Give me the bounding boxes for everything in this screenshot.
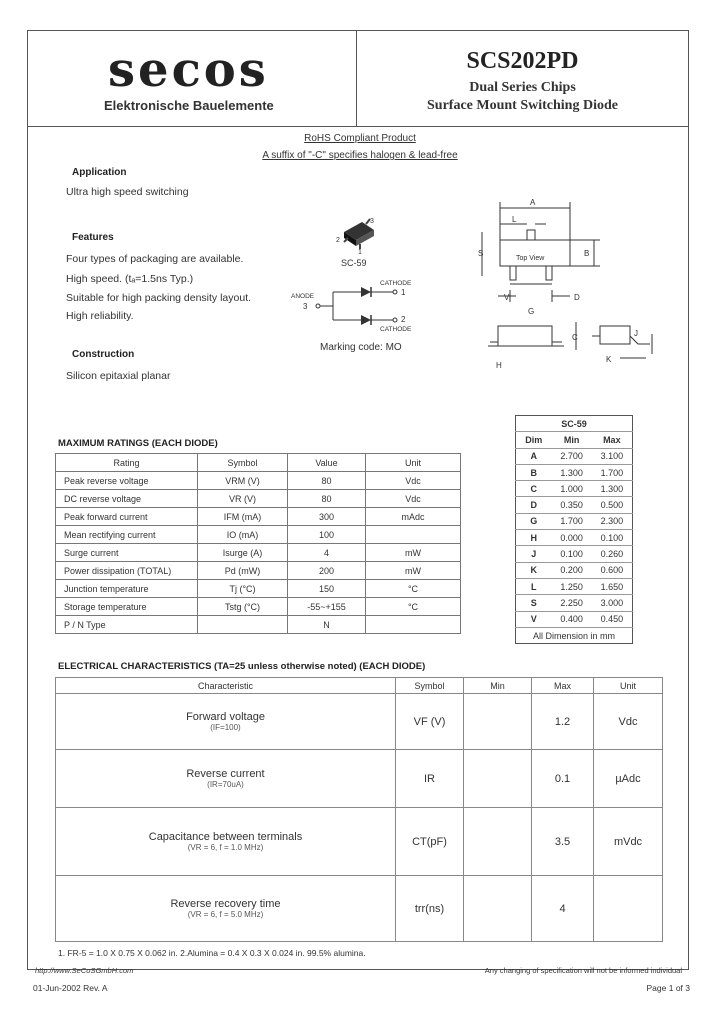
anode-label: ANODE	[291, 293, 315, 300]
circuit-schematic	[285, 278, 425, 338]
pin1-label: 1	[358, 249, 362, 256]
specification-notice: Any changing of specification will not be informed individual	[484, 966, 682, 975]
date-revision: 01-Jun-2002 Rev. A	[33, 983, 108, 993]
feature-item: High reliability.	[66, 310, 134, 322]
max-ratings-title: MAXIMUM RATINGS (EACH DIODE)	[58, 438, 218, 449]
top-view-label: Top View	[516, 255, 545, 262]
dimension-drawing	[470, 194, 670, 374]
cathode1-label: CATHODE	[380, 280, 412, 287]
characteristic-name: Reverse recovery time	[170, 898, 281, 910]
characteristic-condition: (IF=100)	[210, 723, 241, 732]
table-row: Peak reverse voltage VRM (V) 80 Vdc	[56, 472, 461, 490]
application-text: Ultra high speed switching	[66, 186, 189, 198]
table-row: Forward voltage (IF=100) VF (V) 1.2 Vdc	[56, 694, 663, 750]
company-url[interactable]: http://www.SeCoSGmbH.com	[35, 966, 134, 975]
rohs-note: RoHS Compliant Product	[304, 133, 416, 144]
footnote: 1. FR-5 = 1.0 X 0.75 X 0.062 in. 2.Alumina = 0.4 X 0.3 X 0.024 in. 99.5% alumina.	[58, 948, 366, 958]
elec-header: Unit	[594, 678, 663, 694]
subtitle-dual-series: Dual Series Chips	[469, 80, 576, 95]
table-row: Power dissipation (TOTAL) Pd (mW) 200 mW	[56, 562, 461, 580]
table-row: P / N Type N	[56, 616, 461, 634]
construction-text: Silicon epitaxial planar	[66, 370, 171, 382]
dim-header: Max	[592, 432, 633, 448]
pin3-label: 3	[370, 218, 374, 225]
part-number: SCS202PD	[466, 48, 579, 74]
elec-header: Symbol	[396, 678, 464, 694]
cathode2-label: CATHODE	[380, 326, 412, 333]
max-header: Symbol	[198, 454, 288, 472]
dim-label-h: H	[496, 361, 502, 370]
max-header: Value	[288, 454, 366, 472]
company-logo: secos	[108, 42, 269, 98]
dim-label-v: V	[504, 293, 510, 302]
max-ratings-table	[55, 453, 461, 634]
characteristic-condition: (VR = 6, f = 1.0 MHz)	[187, 843, 264, 852]
dim-label-c: C	[572, 333, 578, 342]
elec-header: Max	[532, 678, 594, 694]
company-tagline: Elektronische Bauelemente	[104, 98, 274, 113]
table-row: Reverse current (IR=70uA) IR 0.1 µAdc	[56, 750, 663, 808]
dim-row: L 1.250 1.650	[516, 578, 633, 594]
dim-row: K 0.200 0.600	[516, 562, 633, 578]
dim-label-a: A	[530, 198, 536, 207]
elec-header: Characteristic	[56, 678, 396, 694]
dim-row: G 1.700 2.300	[516, 513, 633, 529]
dim-label-s: S	[478, 249, 484, 258]
feature-item: Four types of packaging are available.	[66, 253, 244, 265]
subtitle-switching-diode: Surface Mount Switching Diode	[427, 98, 618, 113]
dim-label-g: G	[528, 307, 535, 316]
dim-label-j: J	[634, 329, 638, 338]
dim-table-footer: All Dimension in mm	[532, 630, 616, 641]
table-row: Capacitance between terminals (VR = 6, f = 1.0 MHz) CT(pF) 3.5 mVdc	[56, 808, 663, 876]
max-header: Rating	[56, 454, 198, 472]
dim-row: S 2.250 3.000	[516, 595, 633, 611]
anode-pin: 3	[303, 302, 308, 311]
dim-row: V 0.400 0.450	[516, 611, 633, 627]
header-divider	[27, 126, 689, 127]
electrical-table	[55, 677, 663, 942]
dim-row: J 0.100 0.260	[516, 546, 633, 562]
page-number: Page 1 of 3	[646, 983, 690, 993]
cathode1-pin: 1	[401, 288, 406, 297]
characteristic-condition: (IR=70uA)	[207, 780, 244, 789]
dim-label-d: D	[574, 293, 580, 302]
marking-code: Marking code: MO	[320, 342, 402, 353]
pin2-label: 2	[336, 237, 340, 244]
electrical-title: ELECTRICAL CHARACTERISTICS (TA=25 unless otherwise noted) (EACH DIODE)	[58, 661, 426, 672]
dim-row: H 0.000 0.100	[516, 530, 633, 546]
table-row: Mean rectifying current IO (mA) 100	[56, 526, 461, 544]
cathode2-pin: 2	[401, 315, 406, 324]
table-row: Storage temperature Tstg (°C) -55~+155 °C	[56, 598, 461, 616]
characteristic-name: Forward voltage	[186, 711, 265, 723]
feature-item: High speed. (tₐ=1.5ns Typ.)	[66, 273, 194, 285]
package-label: SC-59	[341, 258, 367, 268]
construction-title: Construction	[72, 349, 135, 360]
max-header: Unit	[366, 454, 461, 472]
dim-row: A 2.700 3.100	[516, 448, 633, 464]
elec-header: Min	[464, 678, 532, 694]
application-title: Application	[72, 167, 127, 178]
dim-label-k: K	[606, 355, 612, 364]
dim-table-title: SC-59	[516, 416, 633, 432]
dim-label-b: B	[584, 249, 590, 258]
feature-item: Suitable for high packing density layout.	[66, 292, 252, 304]
dim-row: B 1.300 1.700	[516, 464, 633, 480]
characteristic-condition: (VR = 6, f = 5.0 MHz)	[187, 910, 264, 919]
table-row: Peak forward current IFM (mA) 300 mAdc	[56, 508, 461, 526]
suffix-note: A suffix of "-C" specifies halogen & lead-free	[262, 150, 458, 161]
table-row: Surge current Isurge (A) 4 mW	[56, 544, 461, 562]
dim-row: D 0.350 0.500	[516, 497, 633, 513]
characteristic-name: Capacitance between terminals	[148, 831, 303, 843]
dimension-table	[515, 415, 633, 644]
table-row: Reverse recovery time (VR = 6, f = 5.0 MHz) trr(ns) 4	[56, 876, 663, 942]
features-title: Features	[72, 232, 114, 243]
table-row: DC reverse voltage VR (V) 80 Vdc	[56, 490, 461, 508]
table-row: Junction temperature Tj (°C) 150 °C	[56, 580, 461, 598]
dim-row: C 1.000 1.300	[516, 481, 633, 497]
characteristic-name: Reverse current	[186, 768, 265, 780]
dim-label-l: L	[512, 215, 517, 224]
dim-header: Dim	[516, 432, 552, 448]
dim-header: Min	[552, 432, 592, 448]
